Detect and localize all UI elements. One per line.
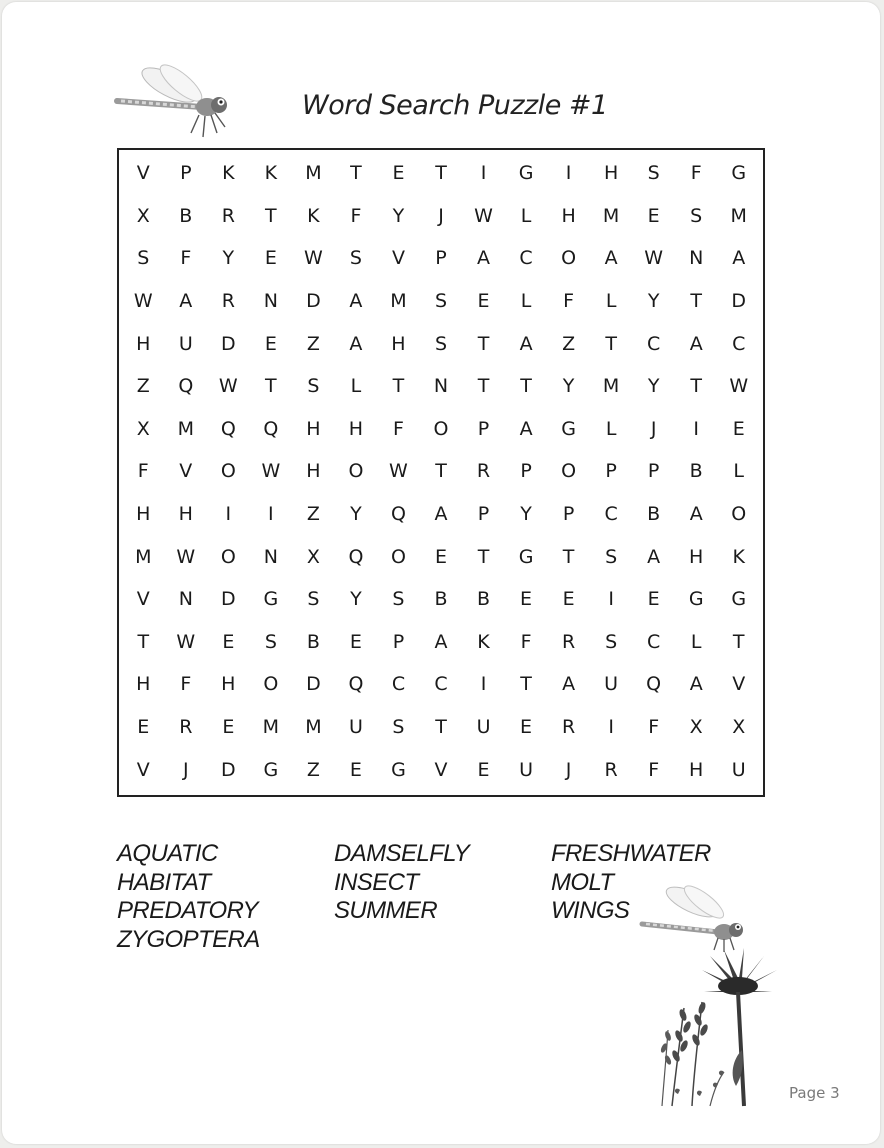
grid-letter: Y bbox=[647, 290, 660, 313]
grid-letter: F bbox=[350, 204, 362, 227]
grid-letter: H bbox=[221, 673, 236, 696]
grid-letter: H bbox=[136, 332, 151, 355]
grid-letter: P bbox=[562, 503, 575, 526]
grid-letter: Y bbox=[350, 588, 362, 611]
grid-letter: H bbox=[603, 162, 619, 185]
grid-letter: V bbox=[136, 162, 150, 185]
grid-letter: O bbox=[433, 417, 449, 440]
grid-letter: H bbox=[136, 503, 151, 526]
word-list-item: INSECT bbox=[334, 868, 419, 896]
grid-letter: A bbox=[689, 503, 703, 526]
grid-letter: L bbox=[690, 630, 702, 653]
grid-letter: N bbox=[689, 247, 704, 270]
grid-letter: B bbox=[477, 588, 491, 611]
grid-letter: I bbox=[693, 417, 699, 440]
grid-letter: E bbox=[477, 290, 490, 313]
grid-letter: O bbox=[561, 247, 577, 270]
grid-letter: S bbox=[392, 588, 405, 611]
dragonfly-icon bbox=[107, 57, 247, 147]
grid-letter: Q bbox=[263, 417, 279, 440]
grid-letter: Y bbox=[350, 503, 362, 526]
grid-letter: D bbox=[221, 758, 236, 781]
page-number: Page 3 bbox=[789, 1084, 840, 1102]
puzzle-page bbox=[2, 2, 880, 1144]
grid-letter: V bbox=[391, 247, 405, 270]
grid-letter: A bbox=[434, 503, 448, 526]
grid-letter: A bbox=[689, 332, 703, 355]
grid-letter: F bbox=[690, 162, 702, 185]
grid-letter: T bbox=[265, 204, 277, 227]
grid-letter: X bbox=[136, 204, 150, 227]
grid-letter: T bbox=[477, 375, 490, 398]
grid-letter: Y bbox=[222, 247, 235, 270]
grid-letter: E bbox=[349, 630, 362, 653]
grid-letter: I bbox=[565, 162, 572, 185]
grid-letter: A bbox=[732, 247, 746, 270]
grid-letter: H bbox=[689, 758, 704, 781]
word-list-item: FRESHWATER bbox=[551, 840, 711, 867]
grid-letter: P bbox=[520, 460, 532, 483]
grid-letter: V bbox=[732, 673, 746, 696]
grid-letter: E bbox=[137, 716, 150, 739]
grid-letter: L bbox=[520, 204, 532, 227]
grid-letter: O bbox=[263, 673, 279, 696]
letter-grid bbox=[119, 150, 763, 795]
grid-letter: I bbox=[225, 503, 232, 526]
grid-letter: T bbox=[435, 460, 447, 483]
grid-letter: U bbox=[178, 332, 193, 355]
grid-letter: O bbox=[731, 503, 747, 526]
word-list-item: HABITAT bbox=[117, 868, 211, 896]
grid-letter: V bbox=[434, 758, 448, 781]
grid-letter: U bbox=[519, 758, 534, 781]
grid-letter: S bbox=[307, 588, 320, 611]
grid-letter: D bbox=[221, 588, 236, 611]
grid-letter: L bbox=[520, 290, 532, 313]
grid-letter: W bbox=[176, 545, 196, 568]
grid-letter: R bbox=[604, 758, 618, 781]
grid-letter: J bbox=[565, 758, 572, 781]
grid-letter: X bbox=[306, 545, 320, 568]
grid-letter: D bbox=[221, 332, 236, 355]
grid-letter: A bbox=[349, 290, 363, 313]
grid-letter: O bbox=[348, 460, 364, 483]
grid-letter: A bbox=[689, 673, 703, 696]
grid-letter: R bbox=[179, 716, 193, 739]
grid-letter: U bbox=[731, 758, 746, 781]
grid-letter: E bbox=[647, 204, 660, 227]
grid-letter: X bbox=[136, 417, 150, 440]
grid-letter: I bbox=[480, 162, 487, 185]
grid-letter: M bbox=[262, 716, 280, 739]
grid-letter: B bbox=[434, 588, 448, 611]
grid-letter: Y bbox=[562, 375, 575, 398]
grid-letter: M bbox=[305, 716, 322, 739]
grid-letter: C bbox=[434, 673, 448, 696]
grid-letter: C bbox=[391, 673, 406, 696]
grid-letter: S bbox=[647, 162, 660, 185]
grid-letter: G bbox=[518, 545, 534, 568]
grid-letter: M bbox=[390, 290, 407, 313]
grid-letter: W bbox=[261, 460, 281, 483]
grid-letter: W bbox=[176, 630, 196, 653]
grid-letter: R bbox=[476, 460, 491, 483]
grid-letter: G bbox=[263, 758, 279, 781]
grid-letter: T bbox=[392, 375, 405, 398]
grid-letter: E bbox=[520, 716, 533, 739]
grid-letter: R bbox=[221, 290, 235, 313]
grid-letter: H bbox=[136, 673, 151, 696]
grid-letter: P bbox=[392, 630, 405, 653]
word-list-item: MOLT bbox=[551, 868, 614, 896]
grid-letter: R bbox=[561, 630, 576, 653]
grid-letter: C bbox=[732, 332, 746, 355]
grid-letter: F bbox=[180, 673, 192, 696]
grid-letter: Y bbox=[647, 375, 660, 398]
grid-letter: O bbox=[220, 545, 236, 568]
word-list-item: AQUATIC bbox=[117, 840, 218, 867]
grid-letter: T bbox=[690, 290, 702, 313]
grid-letter: S bbox=[392, 716, 405, 739]
grid-letter: P bbox=[435, 247, 447, 270]
grid-letter: V bbox=[136, 588, 150, 611]
grid-letter: P bbox=[605, 460, 617, 483]
grid-letter: Q bbox=[178, 375, 194, 398]
grid-letter: I bbox=[608, 716, 614, 739]
grid-letter: B bbox=[689, 460, 703, 483]
grid-letter: Y bbox=[392, 204, 405, 227]
grid-letter: E bbox=[732, 417, 745, 440]
grid-letter: X bbox=[732, 716, 746, 739]
grid-letter: Z bbox=[306, 332, 320, 355]
grid-letter: E bbox=[264, 247, 277, 270]
grid-letter: J bbox=[650, 417, 657, 440]
grid-letter: W bbox=[303, 247, 323, 270]
grid-letter: L bbox=[350, 375, 362, 398]
grid-letter: E bbox=[477, 758, 490, 781]
grid-letter: A bbox=[562, 673, 576, 696]
grid-letter: H bbox=[561, 204, 576, 227]
grid-letter: A bbox=[349, 332, 363, 355]
grid-letter: S bbox=[690, 204, 703, 227]
grid-letter: M bbox=[177, 417, 194, 440]
grid-letter: C bbox=[519, 247, 533, 270]
grid-letter: F bbox=[520, 630, 532, 653]
grid-letter: G bbox=[731, 162, 747, 185]
grid-letter: S bbox=[307, 375, 320, 398]
grid-letter: M bbox=[602, 375, 620, 398]
word-list-item: ZYGOPTERA bbox=[117, 925, 260, 953]
grid-letter: I bbox=[608, 588, 614, 611]
grid-letter: C bbox=[604, 503, 618, 526]
grid-letter: T bbox=[605, 332, 617, 355]
grid-letter: W bbox=[644, 247, 664, 270]
grid-letter: A bbox=[434, 630, 448, 653]
grid-letter: L bbox=[605, 417, 617, 440]
grid-letter: I bbox=[268, 503, 274, 526]
grid-letter: R bbox=[221, 204, 235, 227]
grid-letter: C bbox=[647, 630, 661, 653]
grid-letter: W bbox=[218, 375, 238, 398]
grid-letter: K bbox=[307, 204, 320, 227]
grid-letter: S bbox=[349, 247, 362, 270]
grid-letter: O bbox=[561, 460, 577, 483]
grid-letter: L bbox=[733, 460, 745, 483]
grid-letter: Y bbox=[520, 503, 532, 526]
grid-letter: T bbox=[350, 162, 362, 185]
grid-letter: S bbox=[137, 247, 150, 270]
grid-letter: B bbox=[179, 204, 193, 227]
grid-letter: Q bbox=[390, 503, 406, 526]
grid-letter: H bbox=[306, 417, 321, 440]
grid-letter: K bbox=[477, 630, 490, 653]
grid-letter: F bbox=[180, 247, 192, 270]
grid-letter: D bbox=[306, 673, 321, 696]
grid-letter: E bbox=[520, 588, 533, 611]
grid-letter: P bbox=[477, 417, 490, 440]
grid-letter: S bbox=[605, 545, 618, 568]
grid-letter: S bbox=[434, 332, 448, 355]
grid-letter: K bbox=[264, 162, 278, 185]
grid-letter: E bbox=[434, 545, 447, 568]
grid-letter: T bbox=[435, 162, 447, 185]
grid-letter: E bbox=[222, 630, 235, 653]
grid-letter: T bbox=[477, 332, 490, 355]
grid-letter: V bbox=[136, 758, 150, 781]
grid-letter: W bbox=[729, 375, 749, 398]
grid-letter: T bbox=[690, 375, 702, 398]
grid-letter: Z bbox=[306, 758, 320, 781]
grid-letter: A bbox=[647, 545, 661, 568]
grid-letter: A bbox=[179, 290, 193, 313]
grid-letter: N bbox=[178, 588, 193, 611]
grid-letter: F bbox=[648, 758, 660, 781]
grid-letter: Z bbox=[562, 332, 576, 355]
grid-letter: Q bbox=[220, 417, 236, 440]
grid-letter: M bbox=[730, 204, 747, 227]
grid-letter: R bbox=[561, 716, 576, 739]
grid-letter: U bbox=[604, 673, 619, 696]
grid-letter: E bbox=[222, 716, 235, 739]
grid-letter: P bbox=[477, 503, 490, 526]
grid-letter: F bbox=[392, 417, 404, 440]
grid-letter: Z bbox=[306, 503, 320, 526]
grid-letter: A bbox=[604, 247, 618, 270]
grid-letter: W bbox=[389, 460, 408, 483]
grid-letter: E bbox=[264, 332, 277, 355]
word-list-item: PREDATORY bbox=[117, 897, 258, 924]
grid-letter: G bbox=[561, 417, 576, 440]
grid-letter: M bbox=[305, 162, 322, 185]
grid-letter: A bbox=[477, 247, 491, 270]
grid-letter: T bbox=[265, 375, 277, 398]
grid-letter: D bbox=[306, 290, 321, 313]
grid-letter: T bbox=[732, 630, 745, 653]
grid-letter: K bbox=[732, 545, 745, 568]
grid-letter: Q bbox=[646, 673, 662, 696]
grid-letter: L bbox=[605, 290, 617, 313]
grid-letter: P bbox=[647, 460, 660, 483]
grid-letter: S bbox=[434, 290, 448, 313]
grid-letter: O bbox=[220, 460, 236, 483]
grid-letter: J bbox=[438, 204, 444, 227]
grid-letter: E bbox=[562, 588, 575, 611]
grid-letter: Q bbox=[348, 673, 364, 696]
grid-letter: V bbox=[179, 460, 193, 483]
grid-letter: W bbox=[474, 204, 493, 227]
grid-letter: M bbox=[135, 545, 152, 568]
word-list-item: SUMMER bbox=[334, 897, 438, 924]
page-title: Word Search Puzzle #1 bbox=[302, 90, 608, 121]
grid-letter: G bbox=[518, 162, 534, 185]
grid-letter: T bbox=[520, 375, 532, 398]
grid-letter: I bbox=[480, 673, 487, 696]
grid-letter: S bbox=[605, 630, 618, 653]
grid-letter: X bbox=[689, 716, 703, 739]
grid-letter: E bbox=[349, 758, 362, 781]
grid-letter: T bbox=[562, 545, 575, 568]
grid-letter: B bbox=[306, 630, 320, 653]
grid-letter: H bbox=[391, 332, 406, 355]
grid-letter: W bbox=[133, 290, 153, 313]
grid-letter: H bbox=[306, 460, 321, 483]
grid-letter: T bbox=[477, 545, 490, 568]
grid-letter: H bbox=[178, 503, 193, 526]
grid-letter: A bbox=[519, 332, 533, 355]
grid-letter: A bbox=[519, 417, 533, 440]
grid-letter: H bbox=[348, 417, 364, 440]
grid-letter: U bbox=[476, 716, 491, 739]
grid-letter: Z bbox=[136, 375, 150, 398]
word-list-item: WINGS bbox=[551, 897, 630, 924]
grid-letter: G bbox=[391, 758, 406, 781]
grid-letter: H bbox=[689, 545, 704, 568]
grid-letter: F bbox=[137, 460, 149, 483]
grid-letter: Q bbox=[348, 545, 364, 568]
grid-letter: D bbox=[731, 290, 747, 313]
grid-letter: T bbox=[520, 673, 532, 696]
grid-letter: G bbox=[688, 588, 704, 611]
grid-letter: G bbox=[263, 588, 279, 611]
word-search-grid bbox=[117, 148, 765, 797]
grid-letter: T bbox=[137, 630, 150, 653]
grid-letter: N bbox=[263, 290, 278, 313]
word-column-1 bbox=[117, 840, 327, 954]
grid-letter: E bbox=[392, 162, 405, 185]
grid-letter: O bbox=[390, 545, 406, 568]
word-column-2 bbox=[334, 840, 544, 926]
grid-letter: T bbox=[435, 716, 447, 739]
grid-letter: C bbox=[647, 332, 661, 355]
grid-letter: N bbox=[433, 375, 449, 398]
grid-letter: M bbox=[602, 204, 620, 227]
grid-letter: G bbox=[731, 588, 747, 611]
dragonfly-on-flower-icon bbox=[632, 880, 787, 1110]
grid-letter: N bbox=[263, 545, 278, 568]
grid-letter: U bbox=[348, 716, 363, 739]
grid-letter: P bbox=[180, 162, 192, 185]
grid-letter: S bbox=[264, 630, 277, 653]
grid-letter: E bbox=[647, 588, 660, 611]
grid-letter: F bbox=[648, 716, 660, 739]
word-list-item: DAMSELFLY bbox=[334, 840, 470, 867]
grid-letter: K bbox=[222, 162, 235, 185]
grid-letter: J bbox=[182, 758, 189, 781]
grid-letter: B bbox=[647, 503, 661, 526]
grid-letter: F bbox=[563, 290, 575, 313]
